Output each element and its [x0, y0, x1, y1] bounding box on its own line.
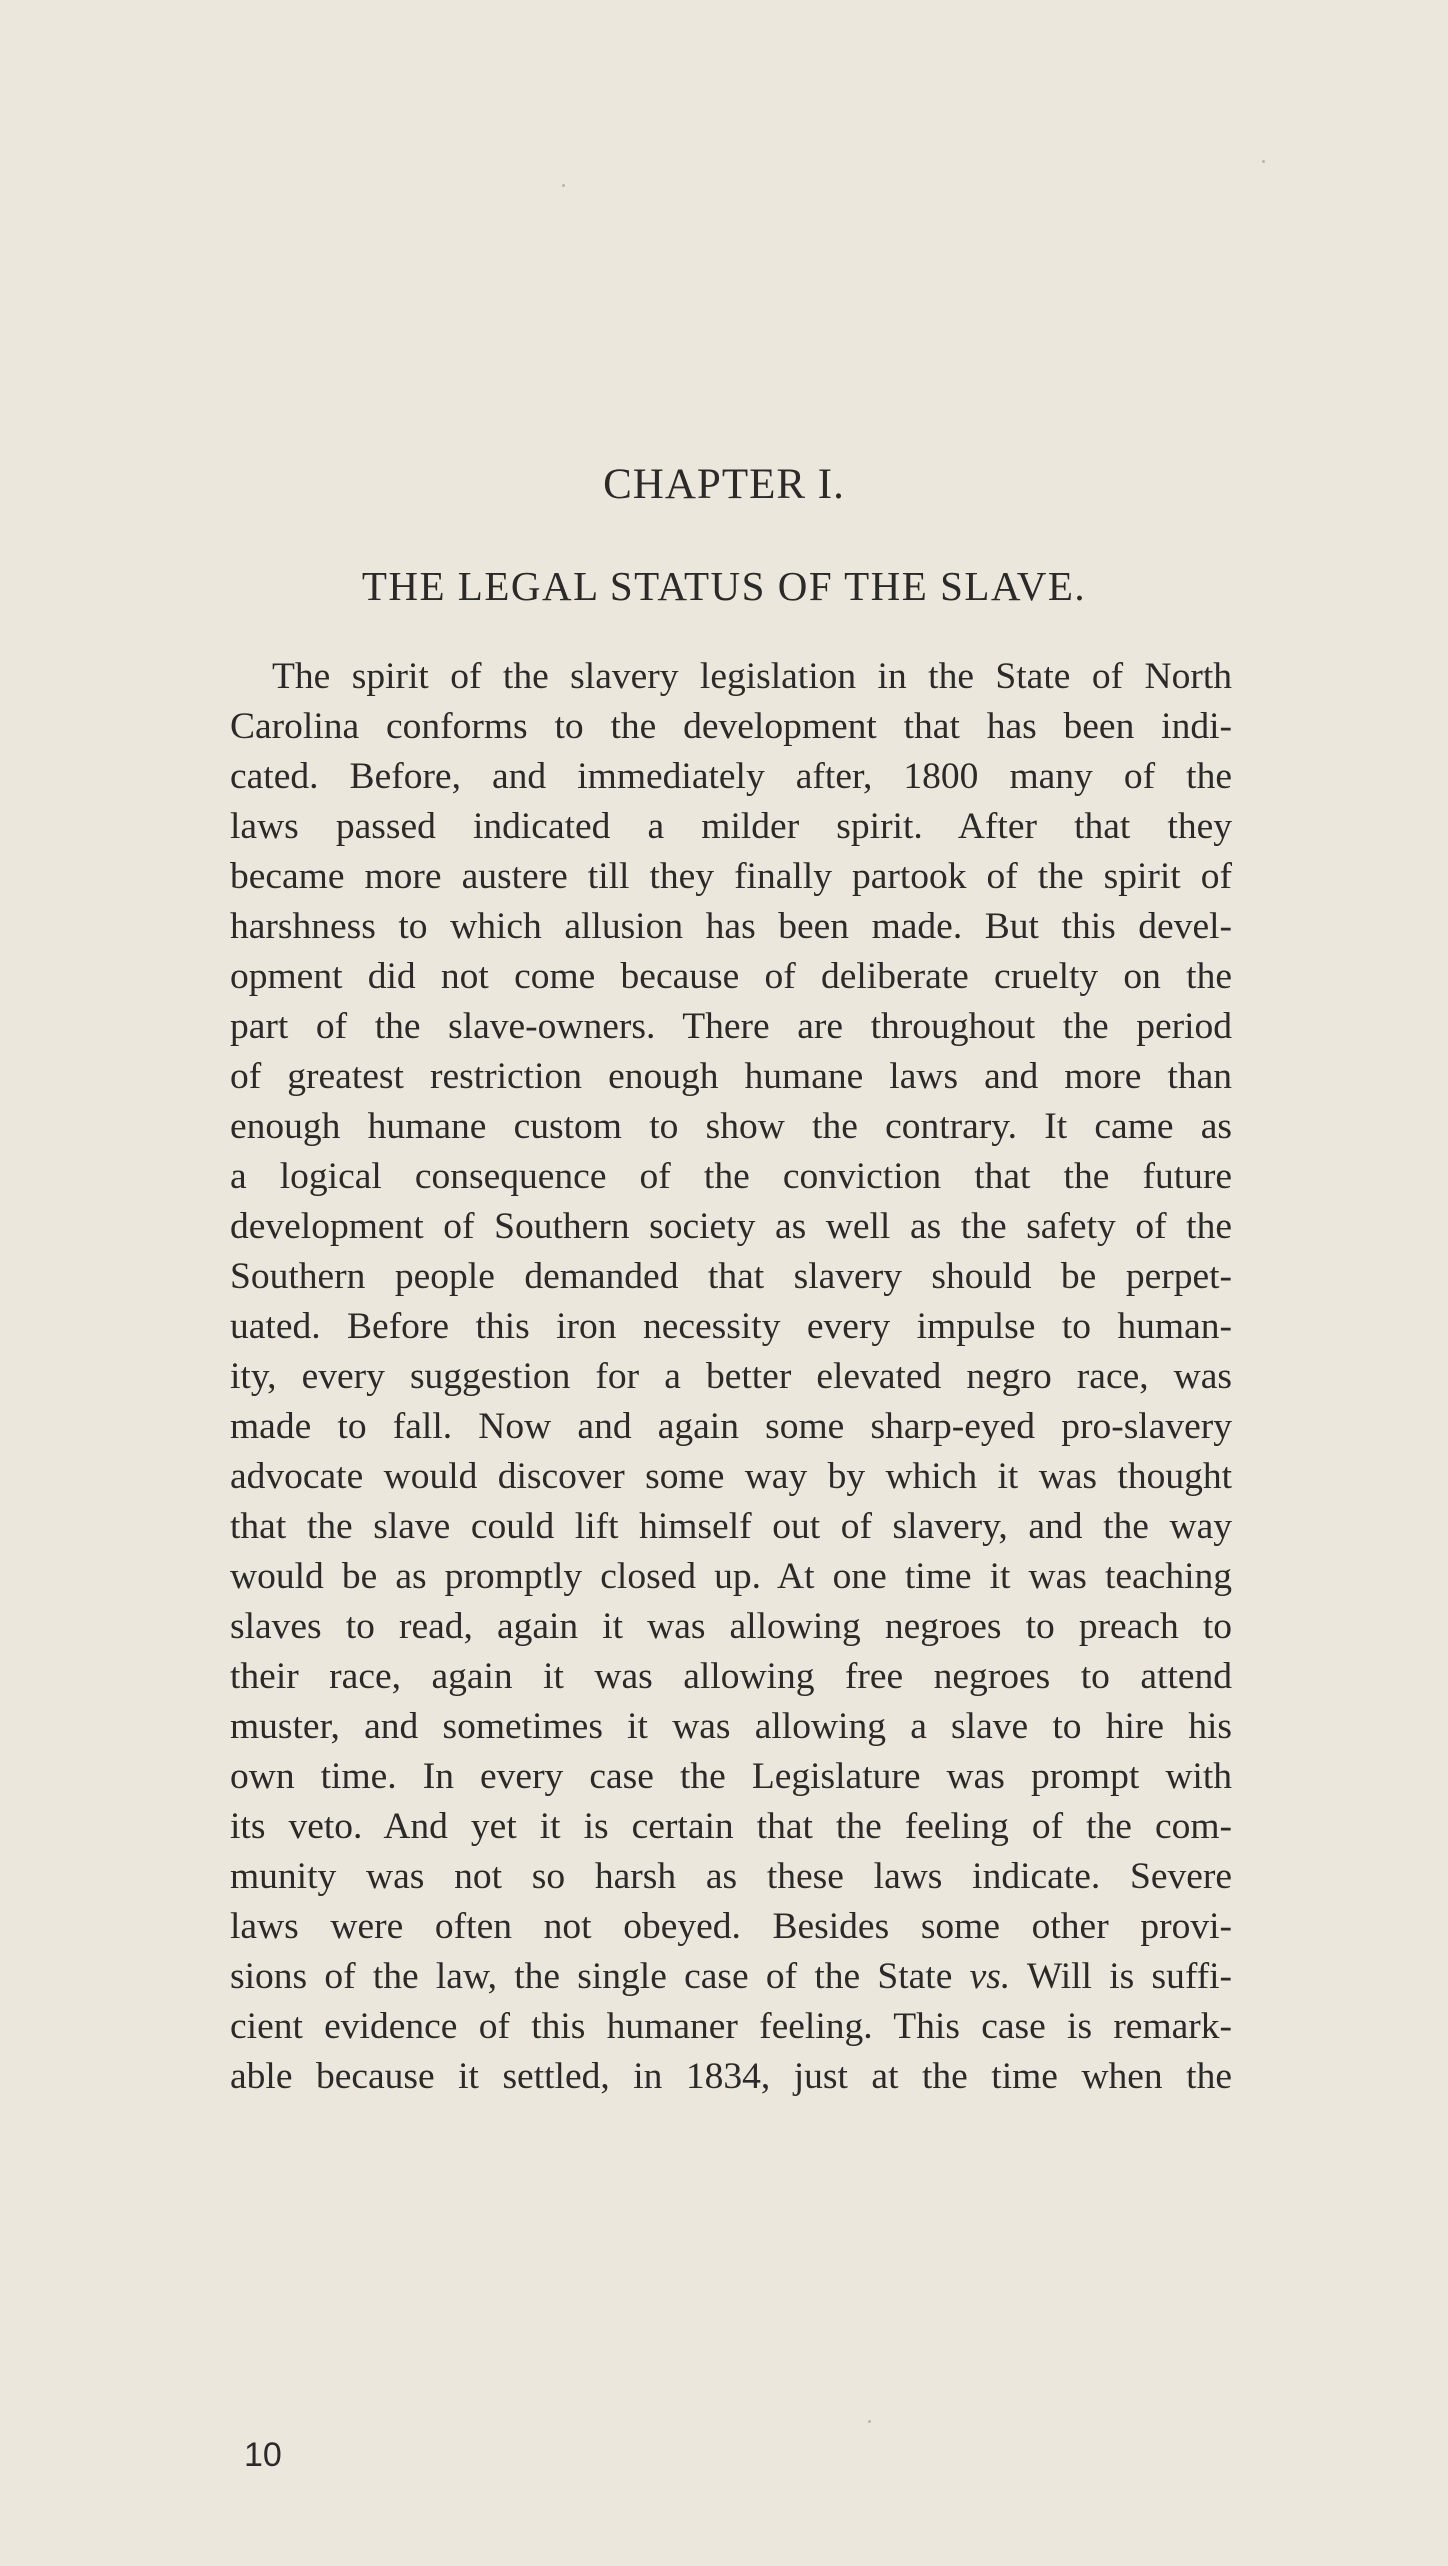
body-paragraph [230, 652, 1232, 2102]
paper-speck [1262, 160, 1265, 163]
text-line: harshness to which allusion has been made. But this devel- [230, 906, 1232, 947]
text-line: made to fall. Now and again some sharp-eyed pro-slavery [230, 1406, 1232, 1447]
text-line: able because it settled, in 1834, just at the time when the [230, 2056, 1232, 2097]
text-line: opment did not come because of deliberate cruelty on the [230, 956, 1232, 997]
text-line: muster, and sometimes it was allowing a slave to hire his [230, 1706, 1232, 1747]
text-line: would be as promptly closed up. At one time it was teaching [230, 1556, 1232, 1597]
text-line: their race, again it was allowing free negroes to attend [230, 1656, 1232, 1697]
text-line: became more austere till they finally partook of the spirit of [230, 856, 1232, 897]
text-line: enough humane custom to show the contrary. It came as [230, 1106, 1232, 1147]
text-line: ity, every suggestion for a better elevated negro race, was [230, 1356, 1232, 1397]
text-line: development of Southern society as well as the safety of the [230, 1206, 1232, 1247]
text-line: that the slave could lift himself out of slavery, and the way [230, 1506, 1232, 1547]
text-line: cient evidence of this humaner feeling. This case is remark- [230, 2006, 1232, 2047]
text-line: own time. In every case the Legislature was prompt with [230, 1756, 1232, 1797]
text-line: laws passed indicated a milder spirit. After that they [230, 806, 1232, 847]
text-line: laws were often not obeyed. Besides some other provi- [230, 1906, 1232, 1947]
text-fragment: Will is suffi- [1026, 1956, 1233, 1997]
text-line: part of the slave-owners. There are throughout the period [230, 1006, 1232, 1047]
text-fragment: sions of the law, the single case of the State [230, 1956, 953, 1997]
text-line: cated. Before, and immediately after, 1800 many of the [230, 756, 1232, 797]
paper-speck [868, 2420, 871, 2423]
text-line: Carolina conforms to the development that has been indi- [230, 706, 1232, 747]
text-line: a logical consequence of the conviction that the future [230, 1156, 1232, 1197]
text-line: slaves to read, again it was allowing negroes to preach to [230, 1606, 1232, 1647]
text-line: The spirit of the slavery legislation in the State of North [272, 656, 1232, 697]
case-abbreviation: vs. [969, 1956, 1011, 1997]
text-line: uated. Before this iron necessity every impulse to human- [230, 1306, 1232, 1347]
page-number: 10 [244, 2436, 282, 2474]
text-line: of greatest restriction enough humane laws and more than [230, 1056, 1232, 1097]
text-line: advocate would discover some way by which it was thought [230, 1456, 1232, 1497]
text-line: Southern people demanded that slavery should be perpet- [230, 1256, 1232, 1297]
chapter-number: CHAPTER I. [603, 461, 845, 508]
text-line-case-citation [230, 1952, 1232, 2002]
text-line: its veto. And yet it is certain that the feeling of the com- [230, 1806, 1232, 1847]
chapter-title: THE LEGAL STATUS OF THE SLAVE. [361, 563, 1087, 609]
paper-speck [562, 184, 565, 187]
text-line: munity was not so harsh as these laws indicate. Severe [230, 1856, 1232, 1897]
